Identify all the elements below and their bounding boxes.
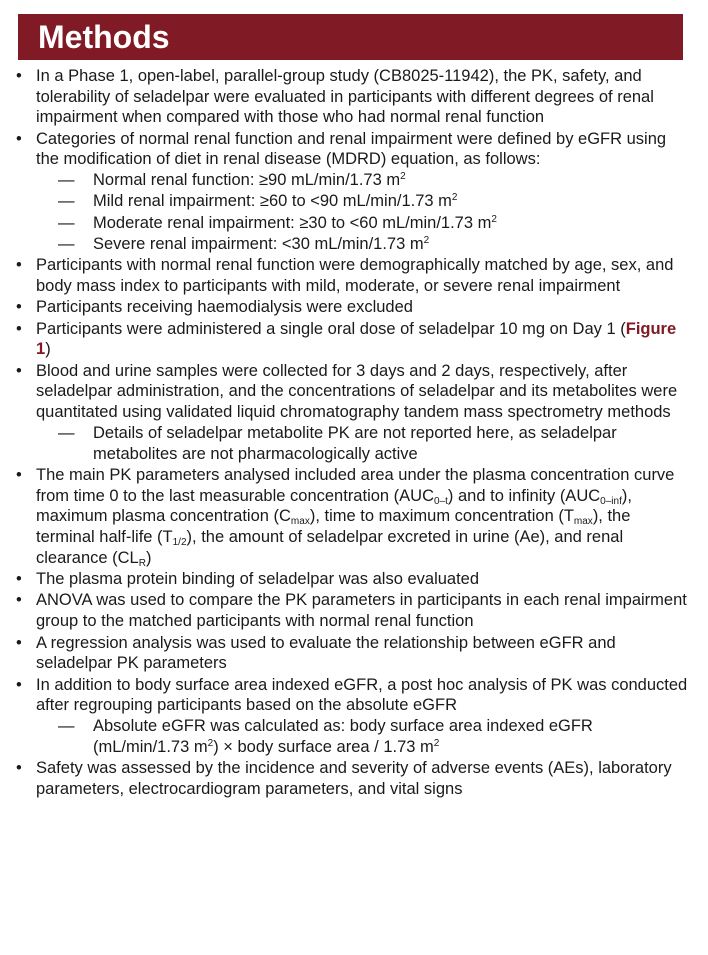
item-text: ), the amount of seladelpar excreted in urine (Ae), and renal clearance (CL bbox=[36, 527, 624, 567]
bullet-icon: • bbox=[16, 675, 22, 694]
bullet-icon: • bbox=[16, 361, 22, 380]
list-item-pk-parameters bbox=[16, 465, 692, 568]
list-item bbox=[16, 758, 692, 799]
superscript: 2 bbox=[423, 234, 430, 246]
superscript: 2 bbox=[451, 192, 458, 204]
dash-icon: — bbox=[58, 171, 75, 190]
dash-icon: — bbox=[58, 424, 75, 443]
item-text: Participants were administered a single oral dose of seladelpar 10 mg on Day 1 ( bbox=[36, 319, 626, 338]
renal-categories-list bbox=[36, 170, 692, 254]
list-item bbox=[16, 633, 692, 674]
bullet-icon: • bbox=[16, 256, 22, 275]
figure-1-link[interactable]: Figure 1 bbox=[36, 319, 677, 359]
bullet-icon: • bbox=[16, 569, 22, 588]
sub-list-item bbox=[36, 191, 692, 212]
subscript: 0–inf bbox=[600, 495, 622, 507]
sub-item-text: Details of seladelpar metabolite PK are not reported here, as seladelpar metabolites are not pharmacologically active bbox=[93, 424, 617, 463]
item-text: ANOVA was used to compare the PK parameters in participants in each renal impairment group to the matched participants with normal renal function bbox=[36, 591, 687, 631]
superscript: 2 bbox=[433, 737, 440, 749]
item-text: Categories of normal renal function and renal impairment were defined by eGFR using the modification of diet in renal disease (MDRD) equation, as follows: bbox=[36, 129, 667, 169]
list-item bbox=[16, 66, 692, 128]
absolute-egfr-sub-list bbox=[36, 716, 692, 757]
superscript: 2 bbox=[491, 213, 497, 225]
list-item bbox=[16, 569, 692, 590]
item-text: ), time to maximum concentration (T bbox=[309, 507, 574, 526]
sub-list-item bbox=[36, 234, 692, 255]
dash-icon: — bbox=[58, 213, 75, 232]
sub-list-item bbox=[36, 213, 692, 234]
item-text: The main PK parameters analysed included area under the plasma concentration curve from time 0 to the last measurable concentration (AUC bbox=[36, 466, 675, 505]
list-item bbox=[16, 129, 692, 255]
sub-item-text: Moderate renal impairment: ≥30 to <60 mL/min/1.73 m bbox=[93, 213, 492, 232]
methods-content bbox=[16, 66, 692, 800]
sub-item-text: Mild renal impairment: ≥60 to <90 mL/min/1.73 m bbox=[93, 192, 452, 211]
list-item bbox=[16, 361, 692, 464]
list-item bbox=[16, 319, 692, 360]
item-text: Blood and urine samples were collected for 3 days and 2 days, respectively, after seladelpar administration, and the concentrations of seladelpar and its metabolites were quantitated using validated liquid chromatography tandem mass spectrometry methods bbox=[36, 361, 678, 421]
subscript: 0–t bbox=[434, 495, 448, 507]
sub-item-text: ) × body surface area / 1.73 m bbox=[213, 737, 434, 756]
item-text: ), the terminal half-life (T bbox=[36, 507, 631, 546]
sub-item-text: Severe renal impairment: <30 mL/min/1.73 m bbox=[93, 234, 424, 253]
bullet-icon: • bbox=[16, 633, 22, 652]
subscript: max bbox=[290, 516, 310, 528]
subscript: R bbox=[138, 557, 146, 569]
item-text: Participants receiving haemodialysis were excluded bbox=[36, 298, 413, 317]
bullet-icon: • bbox=[16, 759, 22, 778]
superscript: 2 bbox=[400, 171, 406, 183]
item-text: ), maximum plasma concentration (C bbox=[36, 486, 632, 526]
methods-list bbox=[16, 66, 692, 800]
sub-item-text: Normal renal function: ≥90 mL/min/1.73 m bbox=[93, 171, 401, 190]
dash-icon: — bbox=[58, 192, 75, 211]
item-text: ) bbox=[145, 548, 152, 567]
list-item bbox=[16, 255, 692, 296]
list-item bbox=[16, 590, 692, 631]
item-text: Participants with normal renal function were demographically matched by age, sex, and body mass index to participants with mild, moderate, or severe renal impairment bbox=[36, 256, 674, 295]
bullet-icon: • bbox=[16, 129, 22, 148]
sub-list-item bbox=[36, 423, 692, 464]
item-text: ) and to infinity (AUC bbox=[447, 486, 601, 505]
section-title: Methods bbox=[38, 19, 170, 55]
metabolite-sub-list bbox=[36, 423, 692, 464]
subscript: 1/2 bbox=[172, 536, 187, 548]
superscript: 2 bbox=[207, 737, 214, 749]
sub-list-item bbox=[36, 170, 692, 191]
bullet-icon: • bbox=[16, 591, 22, 610]
bullet-icon: • bbox=[16, 298, 22, 317]
item-text-end: ) bbox=[45, 340, 51, 359]
sub-item-text: Absolute eGFR was calculated as: body surface area indexed eGFR (mL/min/1.73 m bbox=[93, 717, 593, 756]
bullet-icon: • bbox=[16, 67, 22, 85]
subscript: max bbox=[573, 516, 593, 528]
item-text: Safety was assessed by the incidence and severity of adverse events (AEs), laboratory parameters, electrocardiogram parameters, and vital signs bbox=[36, 759, 672, 798]
dash-icon: — bbox=[58, 234, 75, 253]
item-text: A regression analysis was used to evaluate the relationship between eGFR and seladelpar PK parameters bbox=[36, 633, 616, 673]
section-header bbox=[18, 14, 683, 60]
list-item bbox=[16, 297, 692, 318]
item-text: In a Phase 1, open-label, parallel-group study (CB8025-11942), the PK, safety, and tolerability of seladelpar were evaluated in participants with different degrees of renal impairment when compared with those who had normal renal function bbox=[36, 67, 654, 127]
dash-icon: — bbox=[58, 717, 75, 736]
item-text: The plasma protein binding of seladelpar was also evaluated bbox=[36, 569, 480, 588]
bullet-icon: • bbox=[16, 466, 22, 485]
item-text: In addition to body surface area indexed eGFR, a post hoc analysis of PK was conducted after regrouping participants based on the absolute eGFR bbox=[36, 675, 688, 715]
sub-list-item bbox=[36, 716, 692, 757]
list-item bbox=[16, 675, 692, 758]
bullet-icon: • bbox=[16, 319, 22, 338]
